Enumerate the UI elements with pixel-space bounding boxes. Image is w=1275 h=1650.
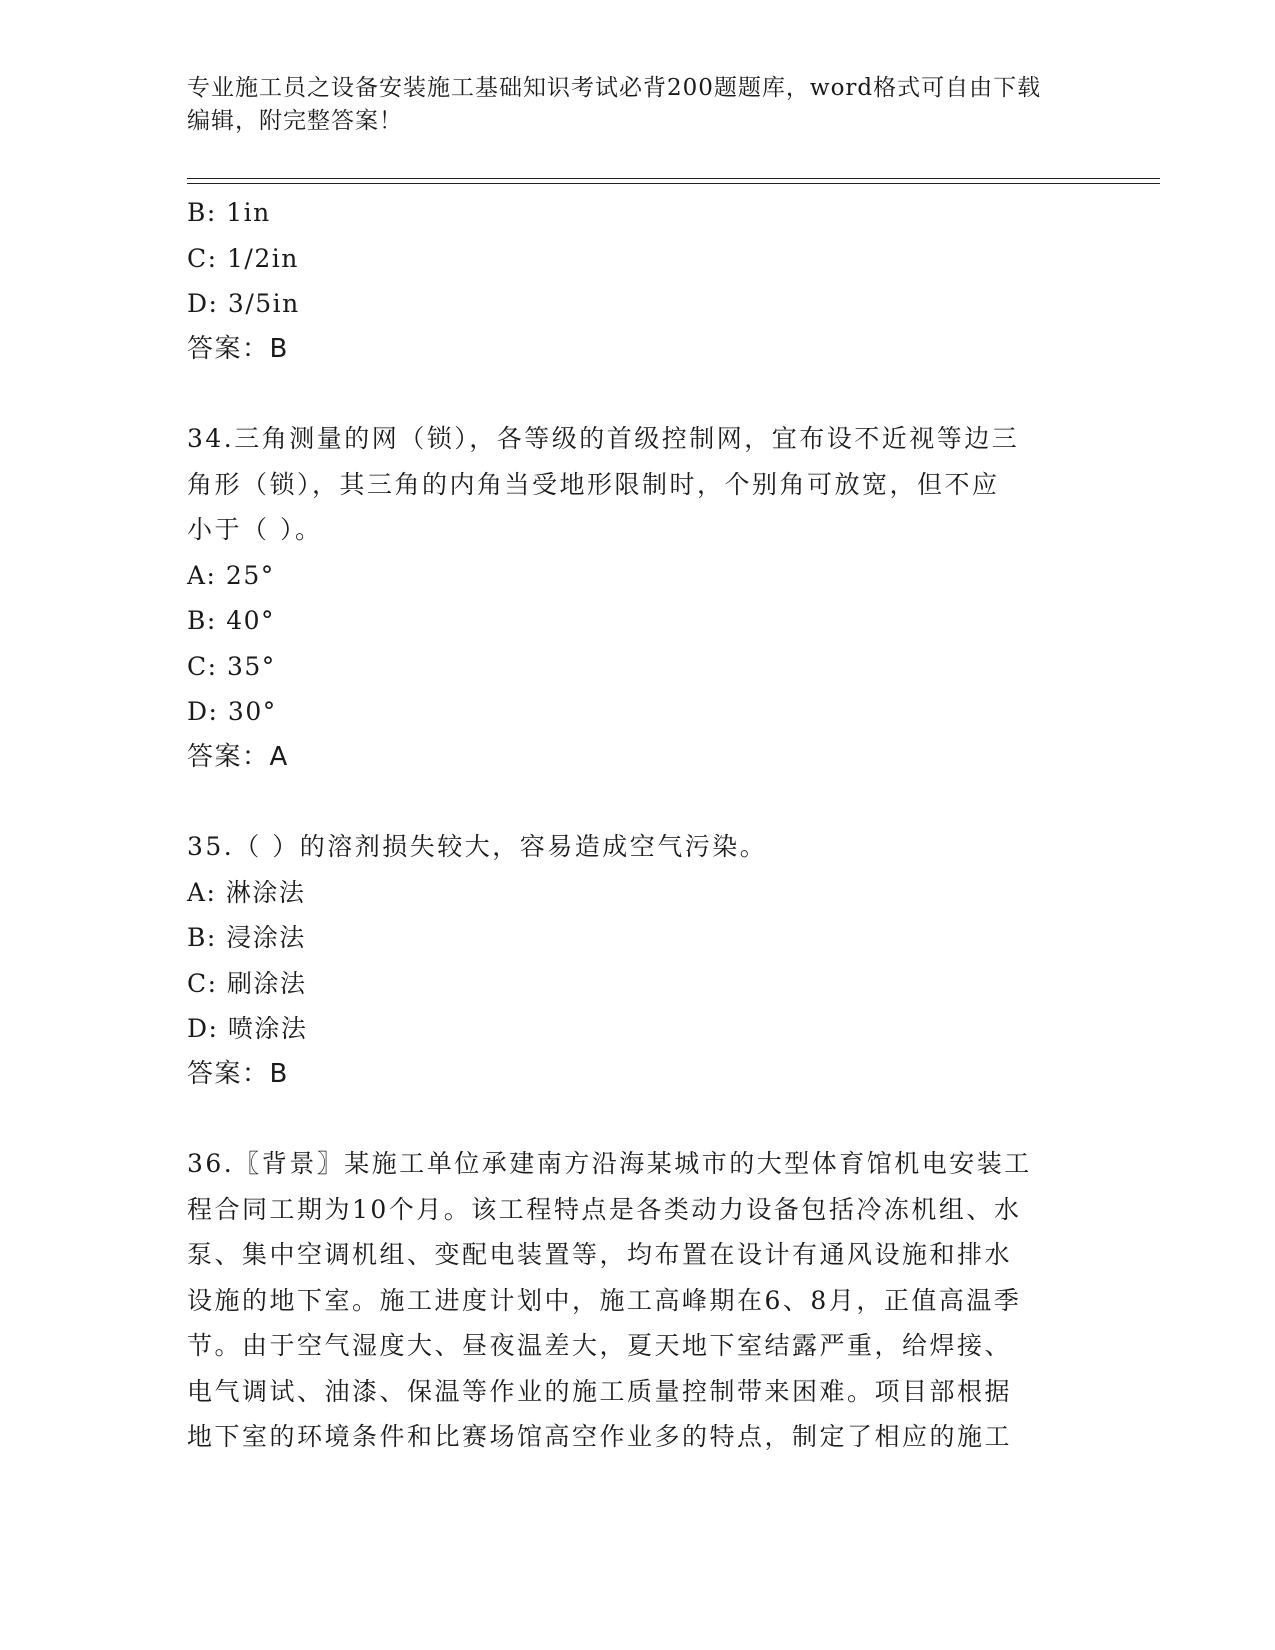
header-line-2: 编辑，附完整答案！	[187, 108, 403, 134]
answer: 答案：B	[187, 1058, 289, 1089]
question-text-line: 地下室的环境条件和比赛场馆高空作业多的特点，制定了相应的施工	[187, 1422, 1013, 1451]
option-a: A: 25°	[187, 560, 275, 590]
question-text-line: 36.〖背景〗某施工单位承建南方沿海某城市的大型体育馆机电安装工	[187, 1149, 1032, 1178]
question-text-line: 程合同工期为10个月。该工程特点是各类动力设备包括冷冻机组、水	[187, 1194, 1022, 1224]
document-header	[187, 72, 1087, 138]
option-d: D: 喷涂法	[187, 1014, 308, 1043]
question-text-line: 电气调试、油漆、保温等作业的施工质量控制带来困难。项目部根据	[187, 1376, 1013, 1406]
spacer	[187, 372, 1087, 416]
option-c: C: 刷涂法	[187, 968, 307, 998]
header-line-1: 专业施工员之设备安装施工基础知识考试必背200题题库，word格式可自由下载	[187, 75, 1042, 101]
question-text-line: 35.（ ）的溶剂损失较大，容易造成空气污染。	[187, 832, 768, 861]
option-b: B: 1in	[187, 198, 271, 227]
question-text-line: 小于（ ）。	[187, 515, 323, 544]
question-text-line: 角形（锁），其三角的内角当受地形限制时，个别角可放宽，但不应	[187, 469, 1000, 499]
option-c: C: 1/2in	[187, 243, 299, 273]
question-36	[187, 1141, 1087, 1460]
option-b: B: 浸涂法	[187, 923, 306, 952]
header-divider-bottom	[187, 183, 1160, 184]
option-d: D: 30°	[187, 697, 277, 726]
option-a: A: 淋涂法	[187, 877, 306, 907]
option-d: D: 3/5in	[187, 289, 300, 318]
header-divider-top	[187, 178, 1160, 179]
answer: 答案：B	[187, 333, 289, 364]
question-content	[187, 190, 1087, 1460]
question-text-line: 34.三角测量的网（锁），各等级的首级控制网，宜布设不近视等边三	[187, 424, 1020, 453]
question-35	[187, 824, 1087, 1097]
answer: 答案：A	[187, 741, 289, 772]
question-34	[187, 416, 1087, 780]
spacer	[187, 1097, 1087, 1141]
question-text-line: 设施的地下室。施工进度计划中，施工高峰期在6、8月，正值高温季	[187, 1285, 1022, 1315]
question-text-line: 泵、集中空调机组、变配电装置等，均布置在设计有通风设施和排水	[187, 1240, 1013, 1269]
option-c: C: 35°	[187, 651, 276, 681]
question-text-line: 节。由于空气湿度大、昼夜温差大，夏天地下室结露严重，给焊接、	[187, 1331, 1013, 1360]
option-b: B: 40°	[187, 606, 276, 635]
question-33-tail	[187, 190, 1087, 372]
spacer	[187, 780, 1087, 824]
